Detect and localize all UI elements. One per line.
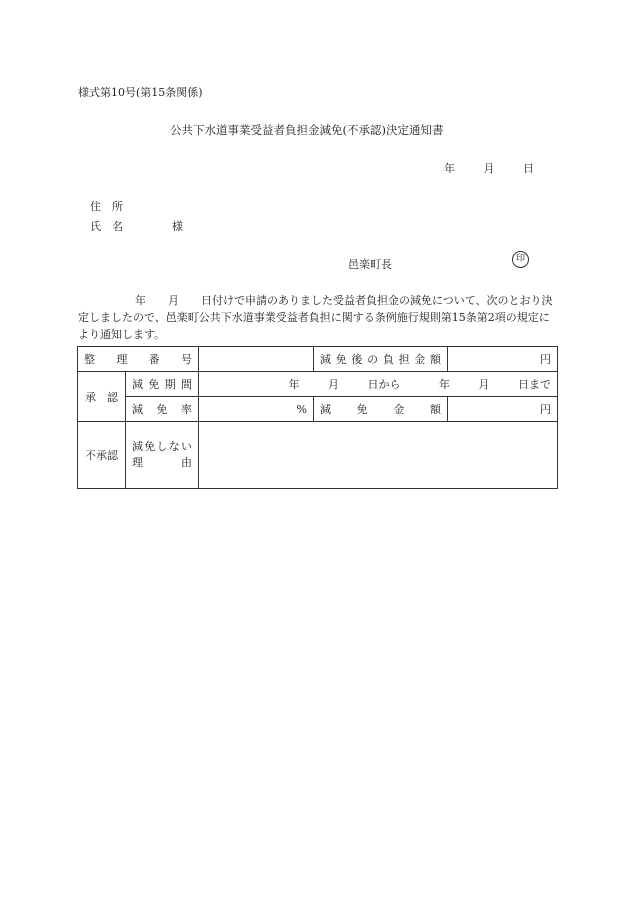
body-text	[78, 292, 558, 343]
seal-mark: 印	[512, 251, 529, 268]
name-label: 氏 名	[90, 220, 123, 233]
ref-no-value	[199, 347, 314, 372]
period-value	[199, 372, 558, 397]
period-year-2: 年	[439, 378, 450, 391]
date-day: 日	[523, 162, 534, 175]
body-year: 年	[135, 294, 146, 307]
amount-label: 減免金額	[314, 397, 448, 422]
period-month-1: 月	[328, 378, 339, 391]
rate-percent: %	[199, 397, 314, 422]
disapproval-label: 不承認	[78, 422, 126, 489]
date-year: 年	[444, 162, 455, 175]
honorific: 様	[172, 220, 183, 233]
reason-label-line-1: 減免しない	[132, 440, 192, 453]
reason-label-line-2: 理 由	[132, 456, 192, 469]
table-row	[78, 397, 558, 422]
reason-value	[199, 422, 558, 489]
period-month-2: 月	[478, 378, 490, 391]
body-month: 月	[168, 294, 179, 307]
table-row	[78, 347, 558, 372]
rate-label: 減免率	[126, 397, 199, 422]
reason-label	[126, 422, 199, 489]
date-month: 月	[483, 162, 495, 175]
notice-table	[77, 346, 558, 489]
address-label: 住 所	[90, 200, 123, 213]
body-paragraph: 日付けで申請のありました受益者負担金の減免について、次のとおり決定しましたので、邑楽町公共下水道事業受益者負担に関する条例施行規則第15条第2項の規定により通知します。	[78, 294, 553, 341]
approval-label: 承 認	[78, 372, 126, 422]
after-amount-label: 減免後の負担金額	[314, 347, 448, 372]
form-number: 様式第10号(第15条関係)	[78, 86, 203, 99]
table-row	[78, 372, 558, 397]
period-day-to: 日まで	[518, 378, 551, 391]
date-line	[444, 160, 534, 176]
period-day-from: 日から	[367, 378, 401, 391]
document-title: 公共下水道事業受益者負担金減免(不承認)決定通知書	[170, 123, 444, 137]
period-year-1: 年	[288, 378, 300, 391]
table-row	[78, 422, 558, 489]
amount-yen: 円	[448, 397, 558, 422]
period-label: 減免期間	[126, 372, 199, 397]
ref-no-label: 整理番号	[78, 347, 199, 372]
after-amount-yen: 円	[448, 347, 558, 372]
issuer-title: 邑楽町長	[348, 258, 392, 271]
